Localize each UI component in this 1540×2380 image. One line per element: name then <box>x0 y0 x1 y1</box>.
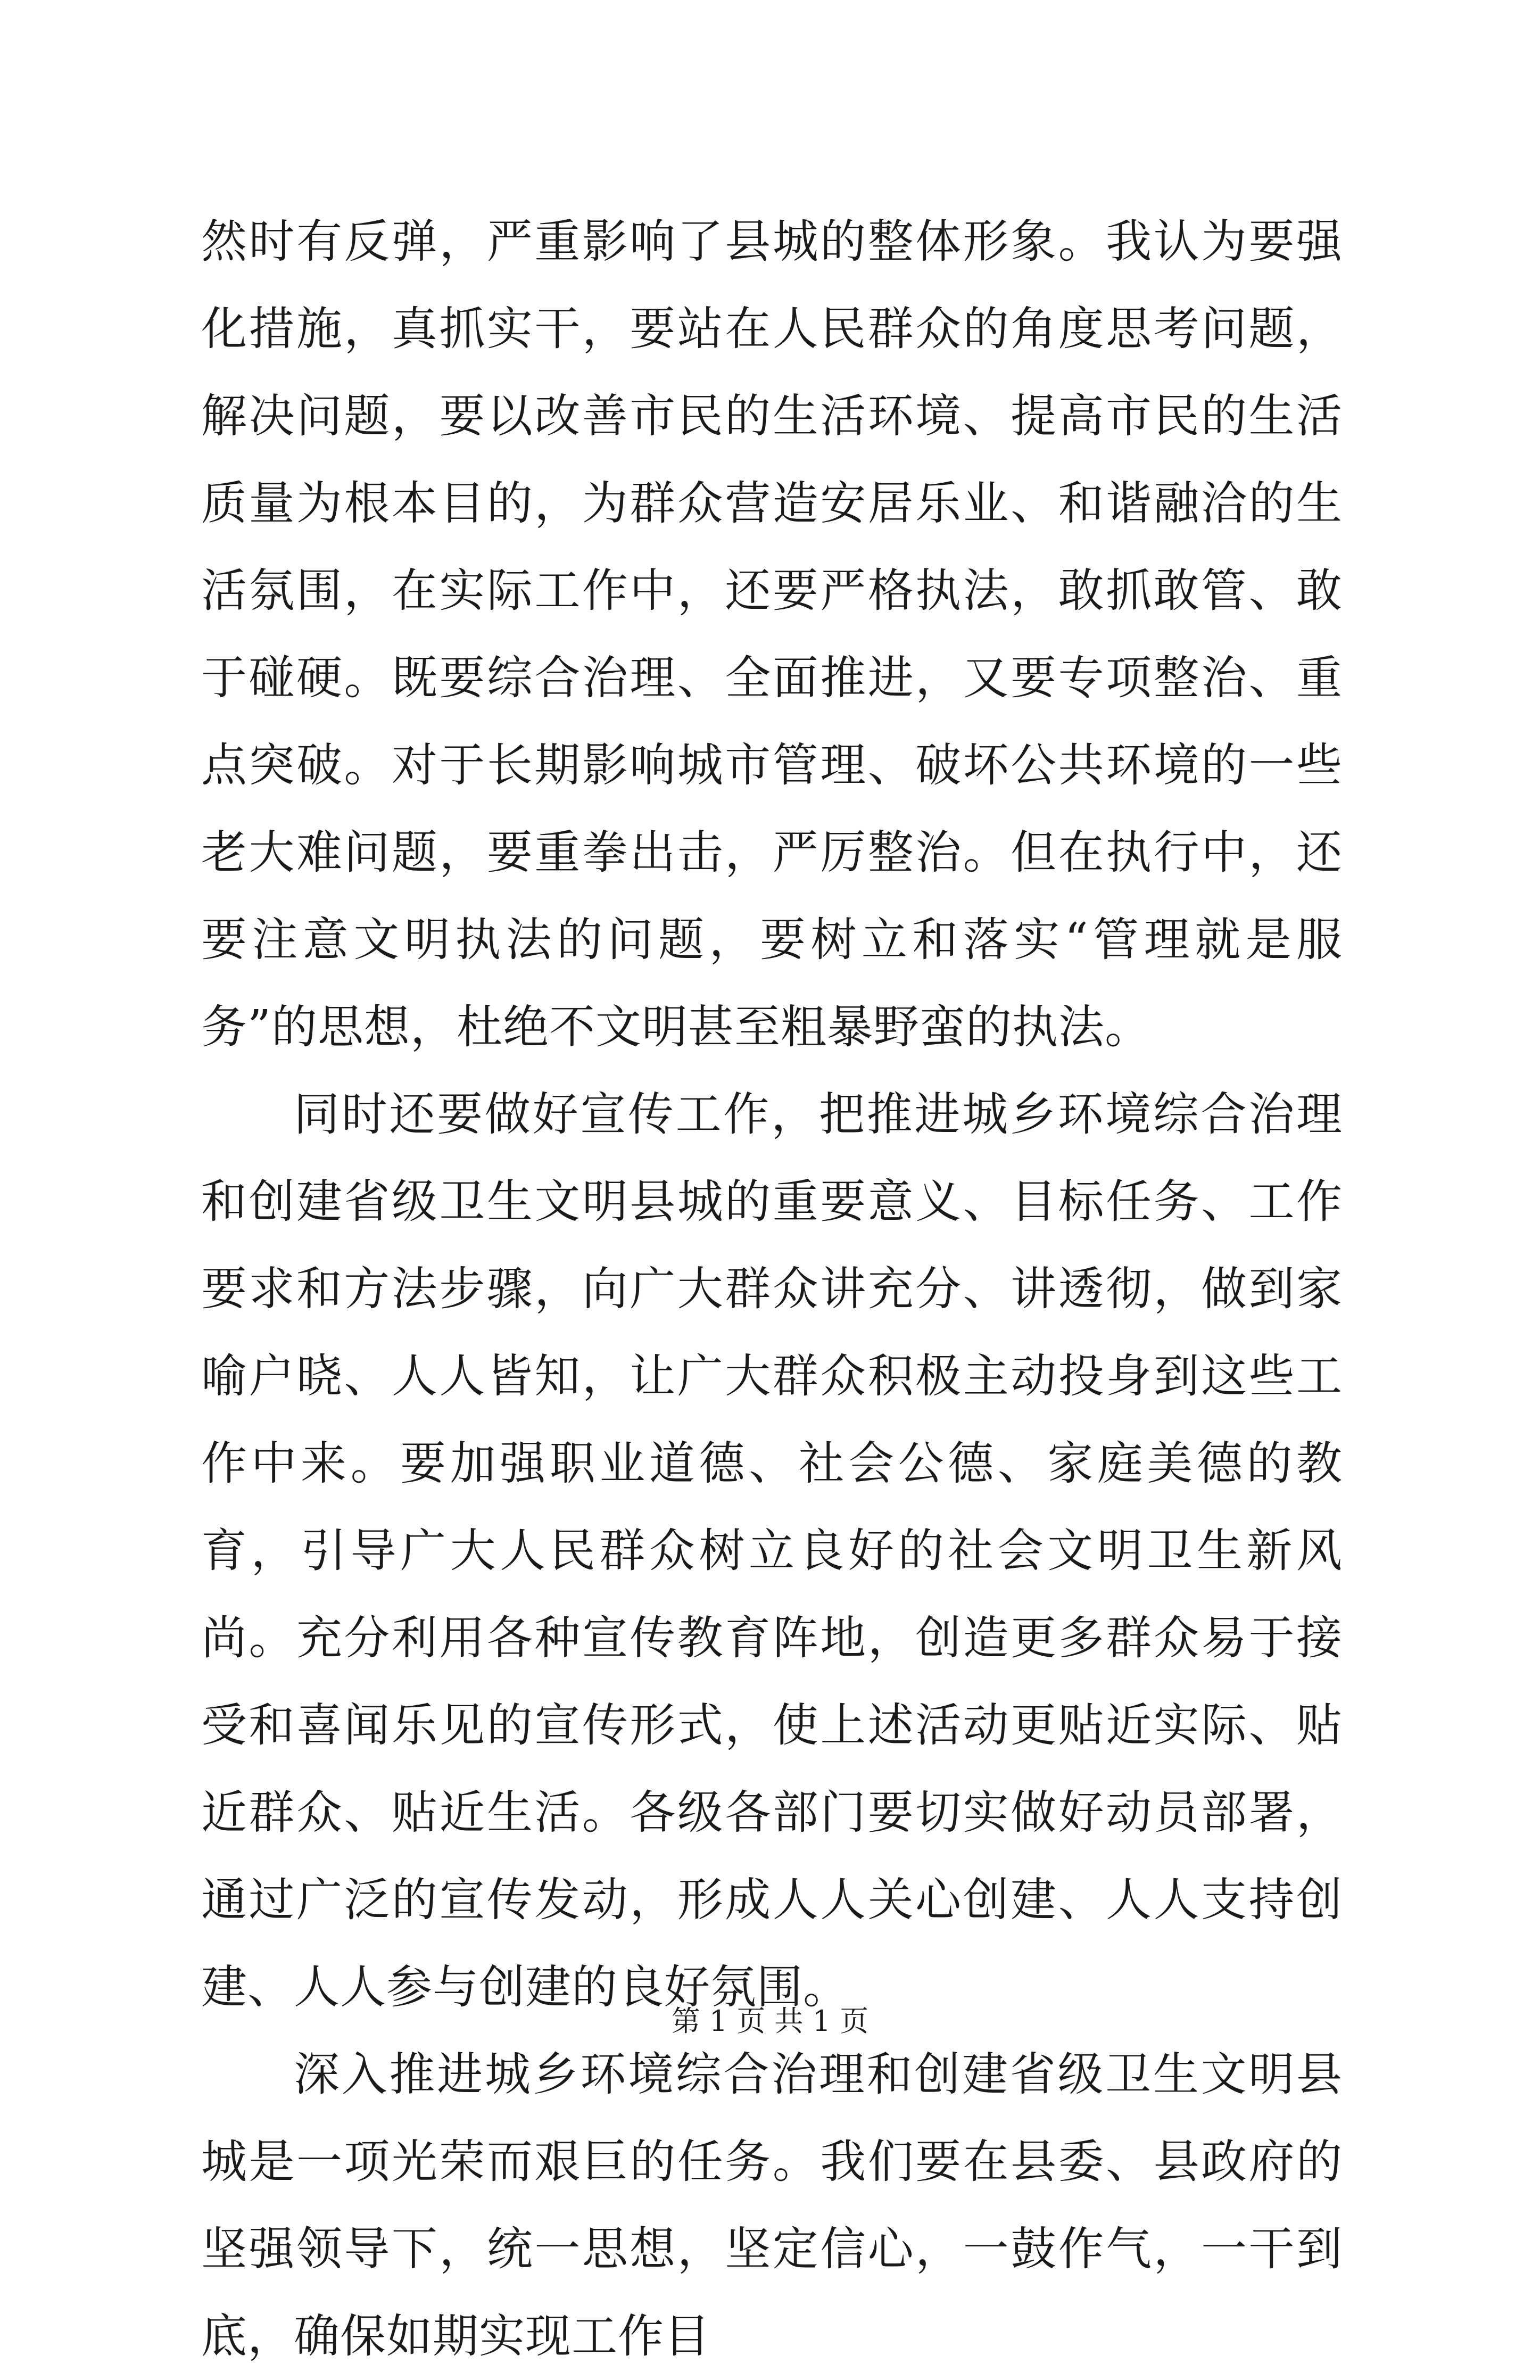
document-body <box>201 198 1343 2380</box>
paragraph-3: 深入推进城乡环境综合治理和创建省级卫生文明县城是一项光荣而艰巨的任务。我们要在县委、县政府的坚强领导下，统一思想，坚定信心，一鼓作气，一干到底，确保如期实现工作目 <box>201 2048 1343 2363</box>
paragraph-1: 然时有反弹，严重影响了县城的整体形象。我认为要强化措施，真抓实干，要站在人民群众的角度思考问题，解决问题，要以改善市民的生活环境、提高市民的生活质量为根本目的，为群众营造安居乐业、和谐融洽的生活氛围，在实际工作中，还要严格执法，敢抓敢管、敢于碰硬。既要综合治理、全面推进，又要专项整治、重点突破。对于长期影响城市管理、破坏公共环境的一些老大难问题，要重拳出击，严厉整治。但在执行中，还要注意文明执法的问题，要树立和落实“管理就是服务”的思想，杜绝不文明甚至粗暴野蛮的执法。 <box>201 215 1343 1054</box>
paragraph-2: 同时还要做好宣传工作，把推进城乡环境综合治理和创建省级卫生文明县城的重要意义、目标任务、工作要求和方法步骤，向广大群众讲充分、讲透彻，做到家喻户晓、人人皆知，让广大群众积极主动投身到这些工作中来。要加强职业道德、社会公德、家庭美德的教育，引导广大人民群众树立良好的社会文明卫生新风尚。充分利用各种宣传教育阵地，创造更多群众易于接受和喜闻乐见的宣传形式，使上述活动更贴近实际、贴近群众、贴近生活。各级各部门要切实做好动员部署，通过广泛的宣传发动，形成人人关心创建、人人支持创建、人人参与创建的良好氛围。 <box>201 1088 1343 2014</box>
page-footer: 第 1 页 共 1 页 <box>671 2004 869 2038</box>
